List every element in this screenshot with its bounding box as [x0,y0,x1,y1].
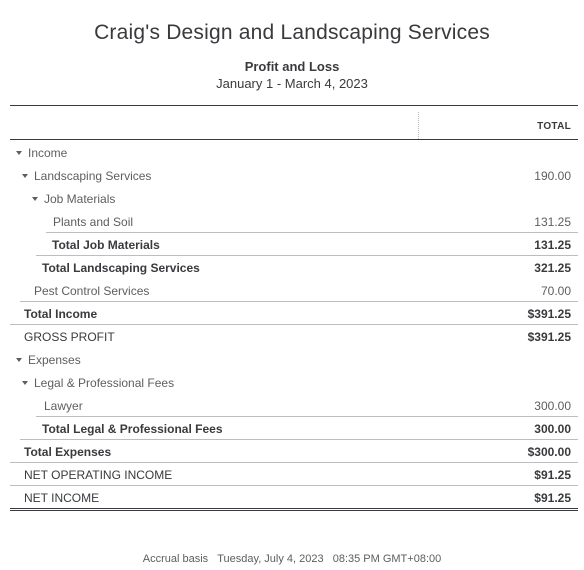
row-plants-and-soil[interactable] [10,209,578,232]
row-label: Job Materials [44,192,116,206]
row-amount[interactable]: 131.25 [534,215,571,229]
footer-basis: Accrual basis [142,553,209,565]
row-total-expenses[interactable] [10,439,578,462]
collapse-caret-icon[interactable] [22,381,28,385]
collapse-caret-icon[interactable] [22,174,28,178]
row-label: NET INCOME [24,491,100,505]
row-gross-profit[interactable] [10,324,578,347]
footer-time: 08:35 PM GMT+08:00 [332,553,442,565]
row-label: Total Landscaping Services [42,261,200,275]
row-total-landscaping-services[interactable] [10,255,578,278]
row-amount[interactable]: $91.25 [534,468,571,482]
row-amount[interactable]: $91.25 [534,491,571,505]
row-label: Total Legal & Professional Fees [42,422,223,436]
row-amount[interactable]: 300.00 [534,422,571,436]
row-net-income[interactable] [10,485,578,511]
row-expenses[interactable] [10,347,578,370]
row-label: Total Expenses [24,445,112,459]
row-label: Plants and Soil [53,215,134,229]
row-label: Legal & Professional Fees [34,376,175,390]
row-amount[interactable]: 70.00 [540,284,571,298]
footer-date: Tuesday, July 4, 2023 [217,553,324,565]
collapse-caret-icon[interactable] [16,358,22,362]
row-label: Expenses [28,353,81,367]
row-label: Lawyer [44,399,83,413]
column-header-total[interactable]: TOTAL [537,121,571,132]
row-label: Total Job Materials [52,238,160,252]
report-title: Profit and Loss [244,59,340,74]
row-label: Landscaping Services [34,169,152,183]
company-name: Craig's Design and Landscaping Services [94,21,490,44]
row-total-job-materials[interactable] [10,232,578,255]
row-label: NET OPERATING INCOME [24,468,173,482]
report-footer [0,553,584,565]
row-label: GROSS PROFIT [24,330,115,344]
collapse-caret-icon[interactable] [16,151,22,155]
row-landscaping-services[interactable] [10,163,578,186]
row-lawyer[interactable] [10,393,578,416]
row-amount[interactable]: $300.00 [527,445,571,459]
row-amount[interactable]: 190.00 [534,169,571,183]
row-net-operating-income[interactable] [10,462,578,485]
report-table [10,105,578,511]
row-amount[interactable]: $391.25 [527,307,571,321]
row-income[interactable] [10,140,578,163]
row-amount[interactable]: $391.25 [527,330,571,344]
row-total-legal-professional-fees[interactable] [10,416,578,439]
row-legal-professional-fees[interactable] [10,370,578,393]
row-total-income[interactable] [10,301,578,324]
table-header [10,106,578,140]
report-date-range: January 1 - March 4, 2023 [216,76,368,91]
row-job-materials[interactable] [10,186,578,209]
row-label: Income [28,146,68,160]
column-divider[interactable] [418,112,419,139]
row-label: Total Income [24,307,98,321]
row-amount[interactable]: 131.25 [534,238,571,252]
row-amount[interactable]: 300.00 [534,399,571,413]
row-pest-control-services[interactable] [10,278,578,301]
row-amount[interactable]: 321.25 [534,261,571,275]
collapse-caret-icon[interactable] [32,197,38,201]
row-label: Pest Control Services [34,284,150,298]
